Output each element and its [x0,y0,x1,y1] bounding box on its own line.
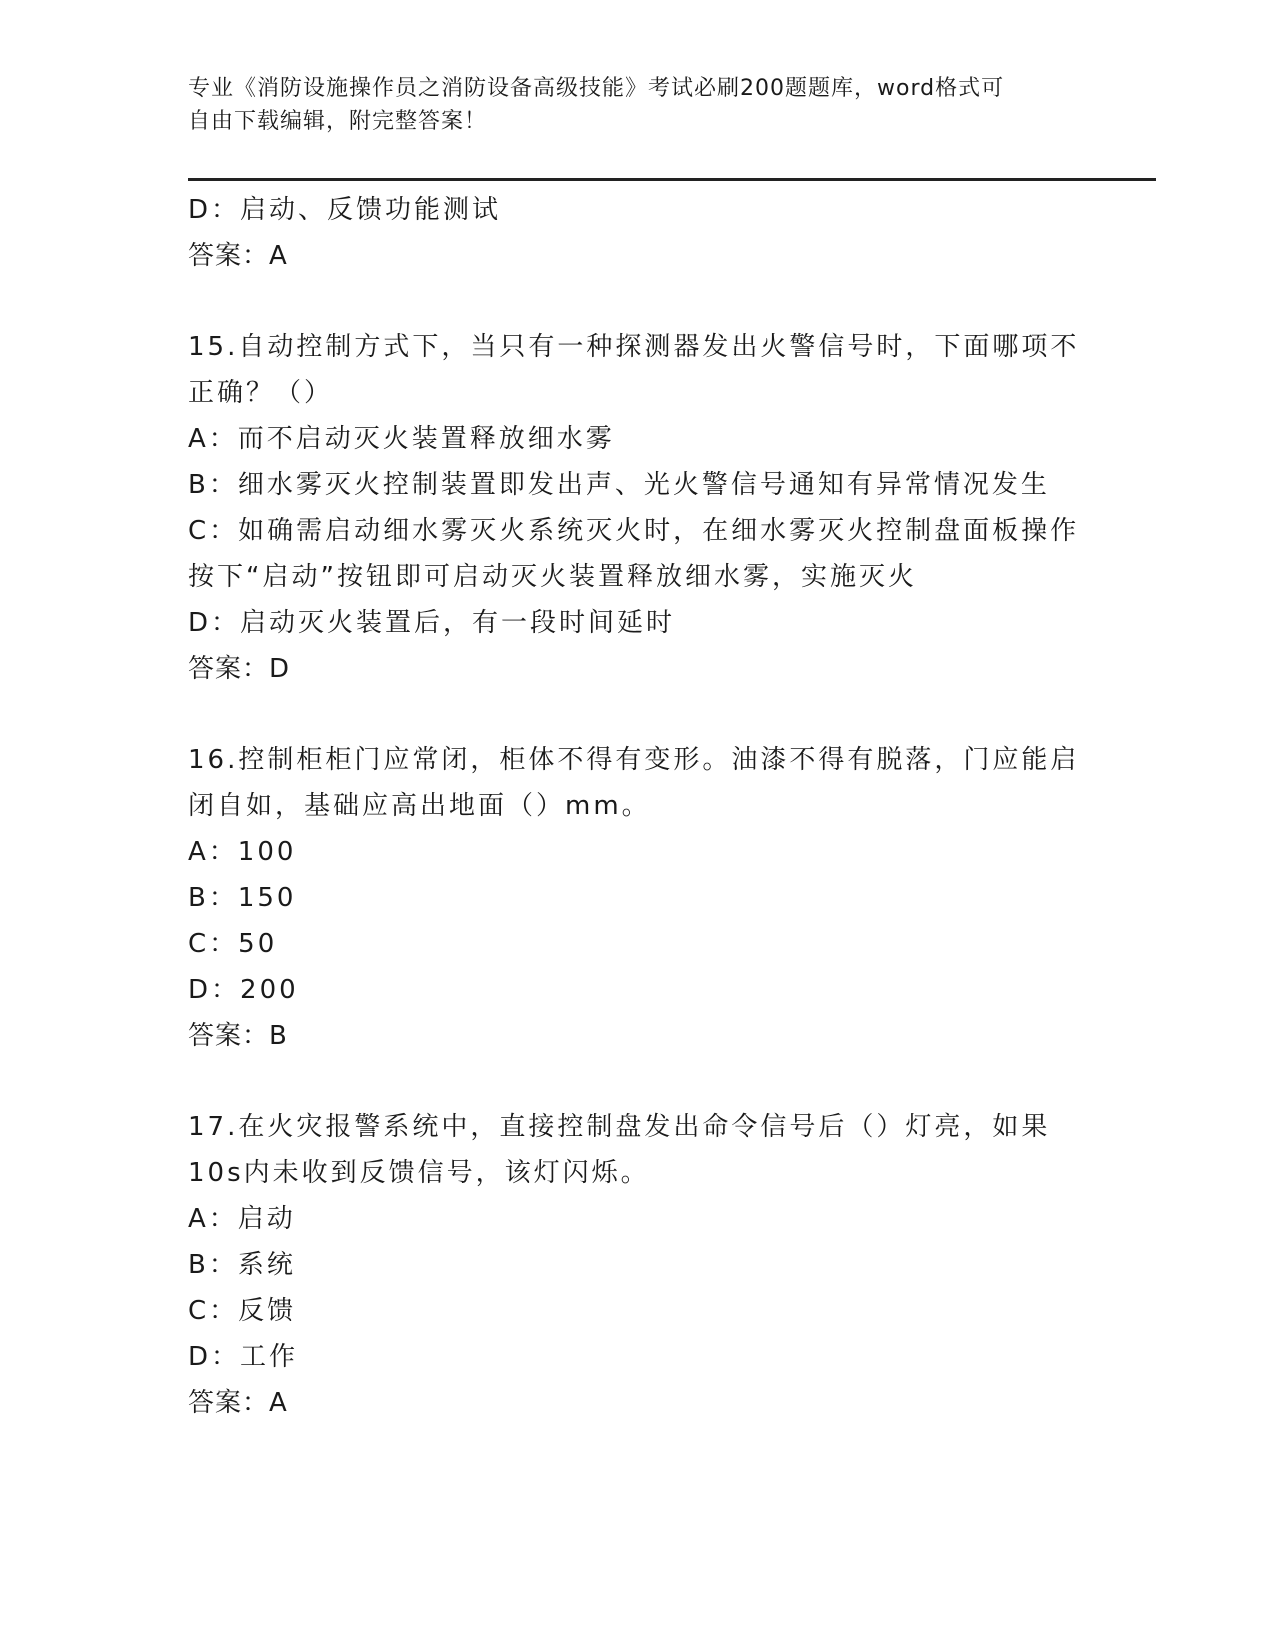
answer-line: 答案：A [188,241,288,271]
option-b: B：系统 [188,1250,296,1280]
header-title-line-2: 自由下载编辑，附完整答案！ [188,109,488,134]
question-stem: 15.自动控制方式下，当只有一种探测器发出火警信号时，下面哪项不 [188,332,1080,362]
spacer [188,692,1088,737]
question-stem: 10s内未收到反馈信号，该灯闪烁。 [188,1158,650,1188]
option-c: C：如确需启动细水雾灭火系统灭火时，在细水雾灭火控制盘面板操作 [188,516,1080,546]
option-d: D：启动灭火装置后，有一段时间延时 [188,608,676,638]
question-stem: 16.控制柜柜门应常闭，柜体不得有变形。油漆不得有脱落，门应能启 [188,745,1080,775]
option-a: A：启动 [188,1204,296,1234]
option-b: B：150 [188,883,297,913]
option-c-continued: 按下“启动”按钮即可启动灭火装置释放细水雾，实施灭火 [188,562,917,592]
option-d: D：200 [188,975,299,1005]
option-c: C：反馈 [188,1296,297,1326]
question-stem: 闭自如，基础应高出地面（）mm。 [188,791,651,821]
option-c: C：50 [188,929,278,959]
option-a: A：100 [188,837,297,867]
answer-line: 答案：B [188,1021,288,1051]
page-header [188,72,1088,138]
spacer [188,1059,1088,1104]
header-divider [188,178,1156,181]
question-stem: 17.在火灾报警系统中，直接控制盘发出命令信号后（）灯亮，如果 [188,1112,1051,1142]
question-16 [188,737,1088,1059]
spacer [188,279,1088,324]
option-b: B：细水雾灭火控制装置即发出声、光火警信号通知有异常情况发生 [188,470,1050,500]
option-d: D：工作 [188,1342,299,1372]
question-17 [188,1104,1088,1426]
answer-line: 答案：D [188,654,291,684]
previous-question-tail [188,187,1088,279]
option-a: A：而不启动灭火装置释放细水雾 [188,424,615,454]
question-list [188,187,1088,1426]
answer-line: 答案：A [188,1388,288,1418]
header-title-line-1: 专业《消防设施操作员之消防设备高级技能》考试必刷200题题库，word格式可 [188,76,1005,101]
option-d: D：启动、反馈功能测试 [188,195,502,225]
question-stem: 正确？（） [188,378,334,408]
question-15 [188,324,1088,692]
